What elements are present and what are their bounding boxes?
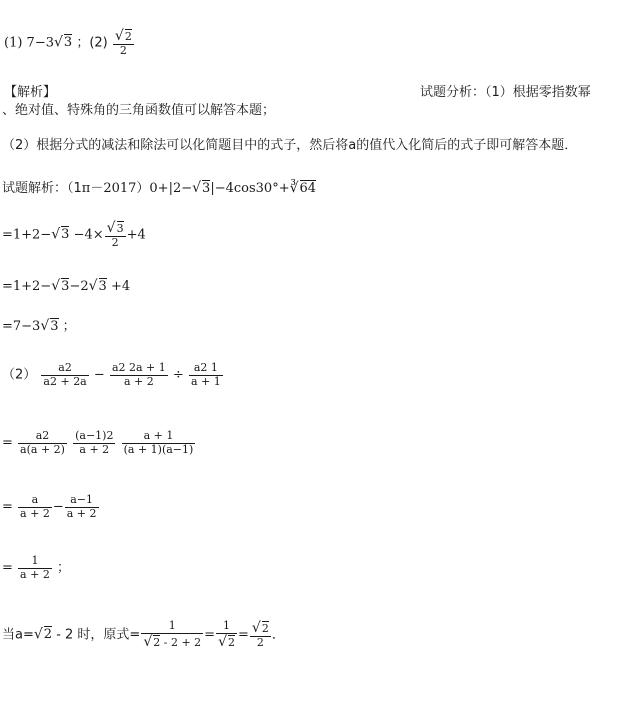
cube-root-symbol: ∛	[289, 180, 299, 196]
analysis-line3: （2）根据分式的减法和除法可以化简题目中的式子，然后将a的值代入化简后的式子即可解答本题．	[2, 138, 578, 153]
step1-a: π－2017）0+|2−	[81, 181, 193, 196]
jiexi-label: 【解析】	[4, 85, 57, 100]
sqrt-symbol: √	[53, 34, 63, 51]
solution-label: 试题解析：（1	[2, 181, 82, 196]
radicand: 3	[63, 35, 73, 51]
solution-step8: = $\frac{1}{a + 2}$ ；	[2, 554, 70, 581]
solution-step7: = $\frac{a}{a + 2}$ − $\frac{a-1}{a + 2}$	[2, 493, 97, 520]
analysis-text: 试题分析：（1）根据零指数幂	[420, 85, 591, 100]
answer-part1: (1) 7−3	[4, 35, 54, 51]
solution-step6: = $\frac{a2}{a(a + 2)}$ $\frac{(a-1)2}{a + 2}$ $\frac{a + 1}{(a + 1)(a-1)}$	[2, 429, 194, 456]
step1-b: |−4cos30°+	[210, 181, 290, 196]
solution-step1: 试题解析：（1π－2017）0+|2−√3|−4cos30°+∛64	[2, 180, 317, 196]
answer-fraction: $\frac{√2}{2}$	[114, 28, 132, 58]
solution-final: 当a=√2 - 2 时，原式= $\frac{1}{√2 - 2 + 2}$ = $\frac{1}{√2}$ = $\frac{√2}{2}$ ．	[2, 619, 285, 650]
solution-step2: =1+2−√3 −4× $\frac{√3}{2}$ +4	[2, 220, 146, 250]
answer-line	[4, 28, 135, 58]
step2-fraction: $\frac{√3}{2}$	[106, 220, 124, 250]
solution-step3: =1+2−√3−2√3 +4	[2, 278, 131, 294]
solution-step5: （2） $\frac{a2}{a2 + 2a}$ − $\frac{a2 2a + 1}{a + 2}$ ÷ $\frac{a2 1}{a + 1}$	[2, 361, 221, 388]
analysis-line2: 、绝对值、特殊角的三角函数值可以解答本题；	[2, 103, 276, 118]
answer-separator: ；(2)	[76, 35, 108, 51]
solution-step4: =7−3√3 ；	[2, 318, 76, 334]
